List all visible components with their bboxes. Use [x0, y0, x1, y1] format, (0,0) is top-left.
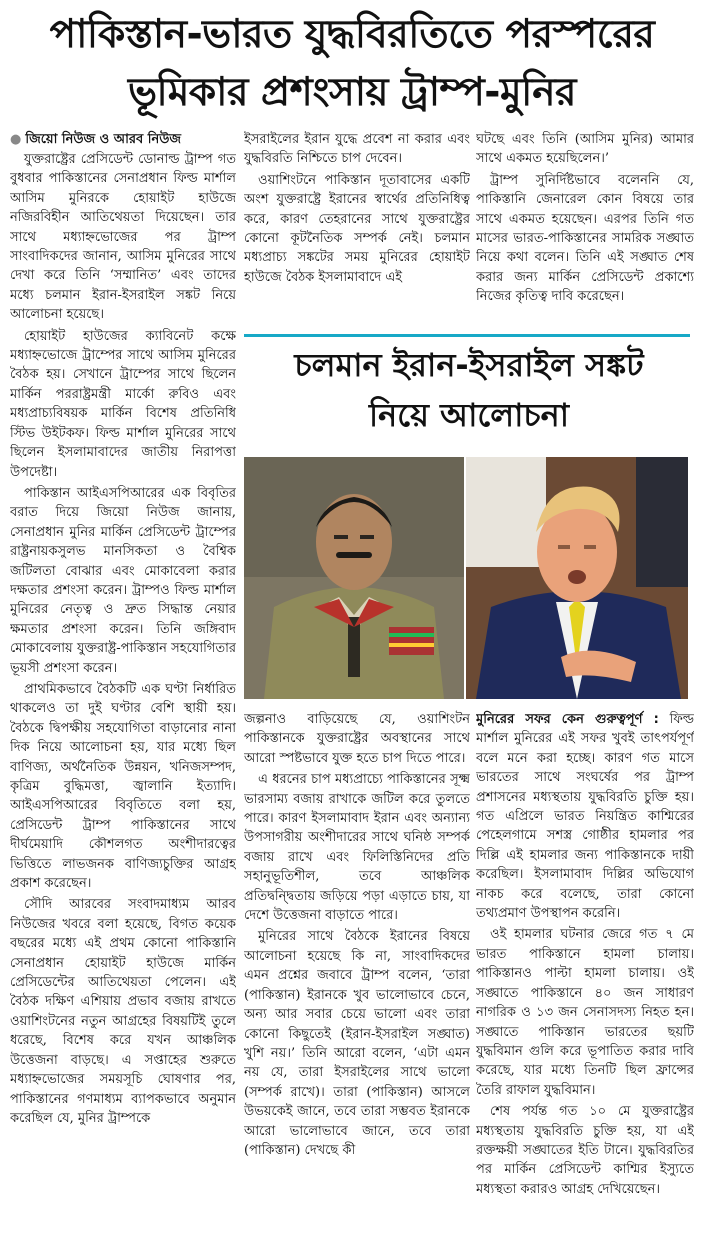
paragraph: হোয়াইট হাউজের ক্যাবিনেট কক্ষে মধ্যাহ্নভোজে ট্রাম্পের সাথে আসিম মুনিরের বৈঠক হয়। সেখানে ট্রাম্পের সাথে ছিলেন মার্কিন পররাষ্ট্রমন্ত্রী মার্কো রুবিও এবং মধ্যপ্রাচ্যবিষয়ক মার্কিন বিশেষ প্রতিনিধি স্টিভ উইটকফ। ফিল্ড মার্শাল মুনিরের সাথে ছিলেন ইসলামাবাদের জাতীয় নিরাপত্তা উপদেষ্টা।	[10, 328, 236, 480]
section-divider	[244, 334, 690, 337]
byline-text: জিয়ো নিউজ ও আরব নিউজ	[25, 132, 182, 147]
headline-line-2: ভূমিকার প্রশংসায় ট্রাম্প-মুনির	[127, 70, 576, 115]
photo-asim-munir	[244, 457, 464, 699]
portrait-suit-icon	[466, 457, 688, 699]
paragraph: এ ধরনের চাপ মধ্যপ্রাচ্যে পাকিস্তানের সূক্ষ্ম ভারসাম্য বজায় রাখাকে জটিল করে তুলতে পারে। কারণ ইসলামাবাদ ইরান এবং অন্যান্য উপসাগরীয় অংশীদারের সাথে ঘনিষ্ঠ সম্পর্ক বজায় রাখে এবং ফিলিস্তিনিদের প্রতি সহানুভূতিশীল, তবে আঞ্চলিক প্রতিদ্বন্দ্বিতায় জড়িয়ে পড়া এড়াতে চায়, যা দেশে উত্তেজনা বাড়াতে পারে।	[244, 772, 470, 924]
bullet-icon: ●	[10, 132, 22, 147]
article-column-2	[244, 130, 470, 326]
paragraph: প্রাথমিকভাবে বৈঠকটি এক ঘণ্টা নির্ধারিত থাকলেও তা দুই ঘণ্টার বেশি স্থায়ী হয়। বৈঠকে দ্বিপক্ষীয় সহযোগিতা বাড়ানোর নানা দিক নিয়ে আলোচনা হয়, যার মধ্যে ছিল বাণিজ্য, অর্থনৈতিক উন্নয়ন, খনিজসম্পদ, কৃত্রিম বুদ্ধিমত্তা, জ্বালানি ইত্যাদি। আইএসপিআরের বিবৃতিতে বলা হয়, প্রেসিডেন্ট ট্রাম্প পাকিস্তানের সাথে দীর্ঘমেয়াদি কৌশলগত অংশীদারত্বের ভিত্তিতে লাভজনক বাণিজ্যচুক্তির আগ্রহ প্রকাশ করেছেন।	[10, 681, 236, 892]
paragraph: পাকিস্তান আইএসপিআরের এক বিবৃতির বরাত দিয়ে জিয়ো নিউজ জানায়, সেনাপ্রধান মুনির মার্কিন প্রেসিডেন্ট ট্রাম্পের রাষ্ট্রনায়কসুলভ মানসিকতা ও বৈশ্বিক জটিলতা বোঝার এবং মোকাবেলা করার দক্ষতার প্রশংসা করেন। ট্রাম্পও ফিল্ড মার্শাল মুনিরের নেতৃত্ব ও দ্রুত সিদ্ধান্ত নেয়ার ক্ষমতার প্রশংসা করেন। তিনি জঙ্গিবাদ মোকাবেলায় যুক্তরাষ্ট্র-পাকিস্তান সহযোগিতার ভূয়সী প্রশংসা করেন।	[10, 485, 236, 676]
paragraph: ঘটছে এবং তিনি (আসিম মুনির) আমার সাথে একমত হয়েছিলেন।’	[476, 132, 694, 167]
paragraph: ওই হামলার ঘটনার জেরে গত ৭ মে ভারত পাকিস্তানে হামলা চালায়। পাকিস্তানও পাল্টা হামলা চালায়। ওই সঙ্ঘাতে পাকিস্তানে ৪০ জন সাধারণ নাগরিক ও ১৩ জন সেনাসদস্য নিহত হন। সঙ্ঘাতে পাকিস্তান ভারতের ছয়টি যুদ্ধবিমান গুলি করে ভূপাতিত করার দাবি করেছে, যার মধ্যে তিনটি ছিল ফ্রান্সের তৈরি রাফাল যুদ্ধবিমান।	[476, 927, 694, 1098]
paragraph: জল্পনাও বাড়িয়েছে যে, ওয়াশিংটন পাকিস্তানকে যুক্তরাষ্ট্রের অবস্থানের সাথে আরো স্পষ্টভাবে যুক্ত হতে চাপ দিতে পারে।	[244, 712, 470, 766]
section-subtitle: মুনিরের সফর কেন গুরুত্বপূর্ণ :	[476, 712, 659, 727]
headline	[8, 6, 696, 122]
paragraph: মুনিরের সাথে বৈঠকে ইরানের বিষয়ে আলোচনা হয়েছে কি না, সাংবাদিকদের এমন প্রশ্নের জবাবে ট্রাম্প বলেন, ‘তারা (পাকিস্তান) ইরানকে খুব ভালোভাবে চেনে, অন্য আর সবার চেয়ে ভালো এবং তারা কোনো কিছুতেই (ইরান-ইসরাইল সঙ্ঘাত) খুশি নয়।’ তিনি আরো বলেন, ‘এটা এমন নয় যে, তারা ইসরাইলের সাথে ভালো (সম্পর্ক রাখে)। তারা (পাকিস্তান) আসলে উভয়কেই জানে, তবে তারা সম্ভবত ইরানকে আরো ভালোভাবে জানে, তবে তারা (পাকিস্তান) দেখছে কী	[244, 929, 470, 1158]
article-column-4	[244, 710, 470, 1240]
photo-pair	[244, 457, 688, 699]
paragraph: শেষ পর্যন্ত গত ১০ মে যুক্তরাষ্ট্রের মধ্যস্থতায় যুদ্ধবিরতি চুক্তি হয়, যা এই রক্তক্ষয়ী সঙ্ঘাতের ইতি টানে। যুদ্ধবিরতির পর মার্কিন প্রেসিডেন্ট কাশ্মির ইস্যুতে মধ্যস্থতা করারও আগ্রহ দেখিয়েছেন।	[476, 1104, 694, 1197]
subheadline	[244, 340, 694, 440]
subheadline-line-2: নিয়ে আলোচনা	[368, 396, 570, 434]
paragraph: যুক্তরাষ্ট্রের প্রেসিডেন্ট ডোনাল্ড ট্রাম্প গত বুধবার পাকিস্তানের সেনাপ্রধান ফিল্ড মার্শাল আসিম মুনিরকে হোয়াইট হাউজে নজিরবিহীন আতিথেয়তা দিয়েছেন। তার সাথে মধ্যাহ্নভোজের পর ট্রাম্প সাংবাদিকদের জানান, আসিম মুনিরের সাথে দেখা করে তিনি ‘সম্মানিত’ এবং তাদের মধ্যে চলমান ইরান-ইসরাইল সঙ্কট নিয়ে আলোচনা হয়েছে।	[10, 152, 236, 323]
subheadline-line-1: চলমান ইরান-ইসরাইল সঙ্কট	[294, 346, 644, 384]
photo-donald-trump	[466, 457, 688, 699]
headline-line-1: পাকিস্তান-ভারত যুদ্ধবিরতিতে পরস্পরের	[49, 12, 655, 57]
paragraph: ইসরাইলের ইরান যুদ্ধে প্রবেশ না করার এবং যুদ্ধবিরতি নিশ্চিতে চাপ দেবেন।	[244, 132, 470, 167]
portrait-uniform-icon	[244, 457, 464, 699]
byline	[10, 130, 236, 149]
article-column-1	[10, 130, 236, 1240]
paragraph: সৌদি আরবের সংবাদমাধ্যম আরব নিউজের খবরে বলা হয়েছে, বিগত কয়েক বছরের মধ্যে এই প্রথম কোনো পাকিস্তানি সেনাপ্রধান হোয়াইট হাউজে মার্কিন প্রেসিডেন্টের আতিথেয়তা পেলেন। এই বৈঠক দক্ষিণ এশিয়ায় প্রভাব বজায় রাখতে ওয়াশিংটনের নতুন আগ্রহের বিষয়টিই তুলে ধরেছে, বিশেষ করে যখন আঞ্চলিক উত্তেজনা বাড়ছে। এ সপ্তাহের শুরুতে মধ্যাহ্নভোজের সময়সূচি ঘোষণার পর, পাকিস্তানের গণমাধ্যম ব্যাপকভাবে অনুমান করেছিল যে, মুনির ট্রাম্পকে	[10, 897, 236, 1126]
article-column-5	[476, 710, 694, 1240]
paragraph: ওয়াশিংটনে পাকিস্তান দূতাবাসের একটি অংশ যুক্তরাষ্ট্রে ইরানের স্বার্থের প্রতিনিধিত্ব করে, কারণ তেহরানের সাথে যুক্তরাষ্ট্রের কোনো কূটনৈতিক সম্পর্ক নেই। চলমান মধ্যপ্রাচ্য সঙ্কটের সময় মুনিরের হোয়াইট হাউজে বৈঠক ইসলামাবাদে এই	[244, 172, 470, 285]
article-column-3	[476, 130, 694, 326]
paragraph: ট্রাম্প সুনির্দিষ্টভাবে বলেননি যে, পাকিস্তানি জেনারেল কোন বিষয়ে তার সাথে একমত হয়েছেন। এরপর তিনি গত মাসের ভারত-পাকিস্তানের সামরিক সঙ্ঘাত নিয়ে কথা বলেন। তিনি এই সঙ্ঘাত শেষ করার জন্য মার্কিন প্রেসিডেন্ট প্রকাশ্যে নিজের কৃতিত্ব দাবি করেছেন।	[476, 172, 694, 305]
paragraph: ফিল্ড মার্শাল মুনিরের এই সফর খুবই তাৎপর্যপূর্ণ বলে মনে করা হচ্ছে। কারণ গত মাসে ভারতের সাথে সংঘর্ষের পর ট্রাম্প প্রশাসনের মধ্যস্থতায় যুদ্ধবিরতি চুক্তি হয়। গত এপ্রিলে ভারত নিয়ন্ত্রিত কাশ্মিরের পেহেলগামে সশস্ত্র গোষ্ঠীর হামলার পর দিল্লি এই হামলার জন্য পাকিস্তানকে দায়ী করেছিল। ইসলামাবাদ দিল্লির অভিযোগ নাকচ করে বলেছে, তারা কোনো তথ্যপ্রমাণ উপস্থাপন করেনি।	[476, 712, 694, 922]
